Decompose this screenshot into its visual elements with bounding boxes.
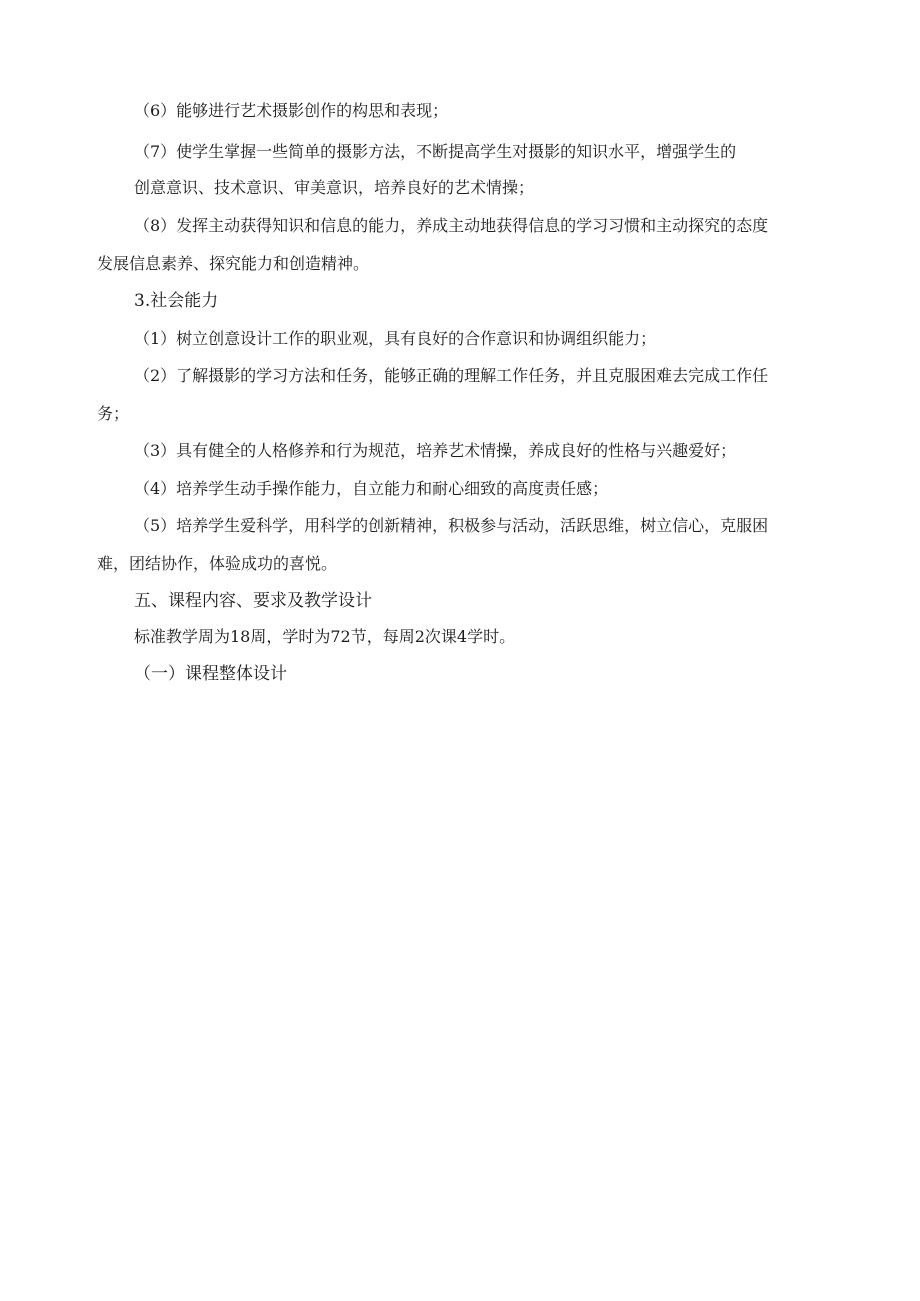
social-item-5-line-2: 难，团结协作，体验成功的喜悦。 <box>97 554 338 573</box>
teaching-schedule-text: 标准教学周为18周，学时为72节，每周2次课4学时。 <box>134 627 516 646</box>
item-8-line-1: （8）发挥主动获得知识和信息的能力，养成主动地获得信息的学习习惯和主动探究的态度 <box>134 216 769 235</box>
subsection-heading-overall-design: （一）课程整体设计 <box>134 664 287 684</box>
social-item-2-line-2: 务； <box>97 404 130 423</box>
item-6-line-1: （6）能够进行艺术摄影创作的构思和表现； <box>134 101 449 120</box>
item-7-line-2: 创意意识、技术意识、审美意识，培养良好的艺术情操； <box>134 178 535 197</box>
social-item-5-line-1: （5）培养学生爱科学，用科学的创新精神，积极参与活动，活跃思维，树立信心，克服困 <box>134 516 769 535</box>
social-item-2-line-1: （2）了解摄影的学习方法和任务，能够正确的理解工作任务，并且克服困难去完成工作任 <box>134 366 769 385</box>
section-heading-course-content: 五、课程内容、要求及教学设计 <box>134 591 372 611</box>
item-7-line-1: （7）使学生掌握一些简单的摄影方法，不断提高学生对摄影的知识水平，增强学生的 <box>134 142 737 161</box>
section-heading-social-ability: 3.社会能力 <box>134 291 219 311</box>
social-item-1: （1）树立创意设计工作的职业观，具有良好的合作意识和协调组织能力； <box>134 329 657 348</box>
social-item-4: （4）培养学生动手操作能力，自立能力和耐心细致的高度责任感； <box>134 479 609 498</box>
social-item-3: （3）具有健全的人格修养和行为规范，培养艺术情操，养成良好的性格与兴趣爱好； <box>134 441 737 460</box>
item-8-line-2: 发展信息素养、探究能力和创造精神。 <box>97 254 370 273</box>
